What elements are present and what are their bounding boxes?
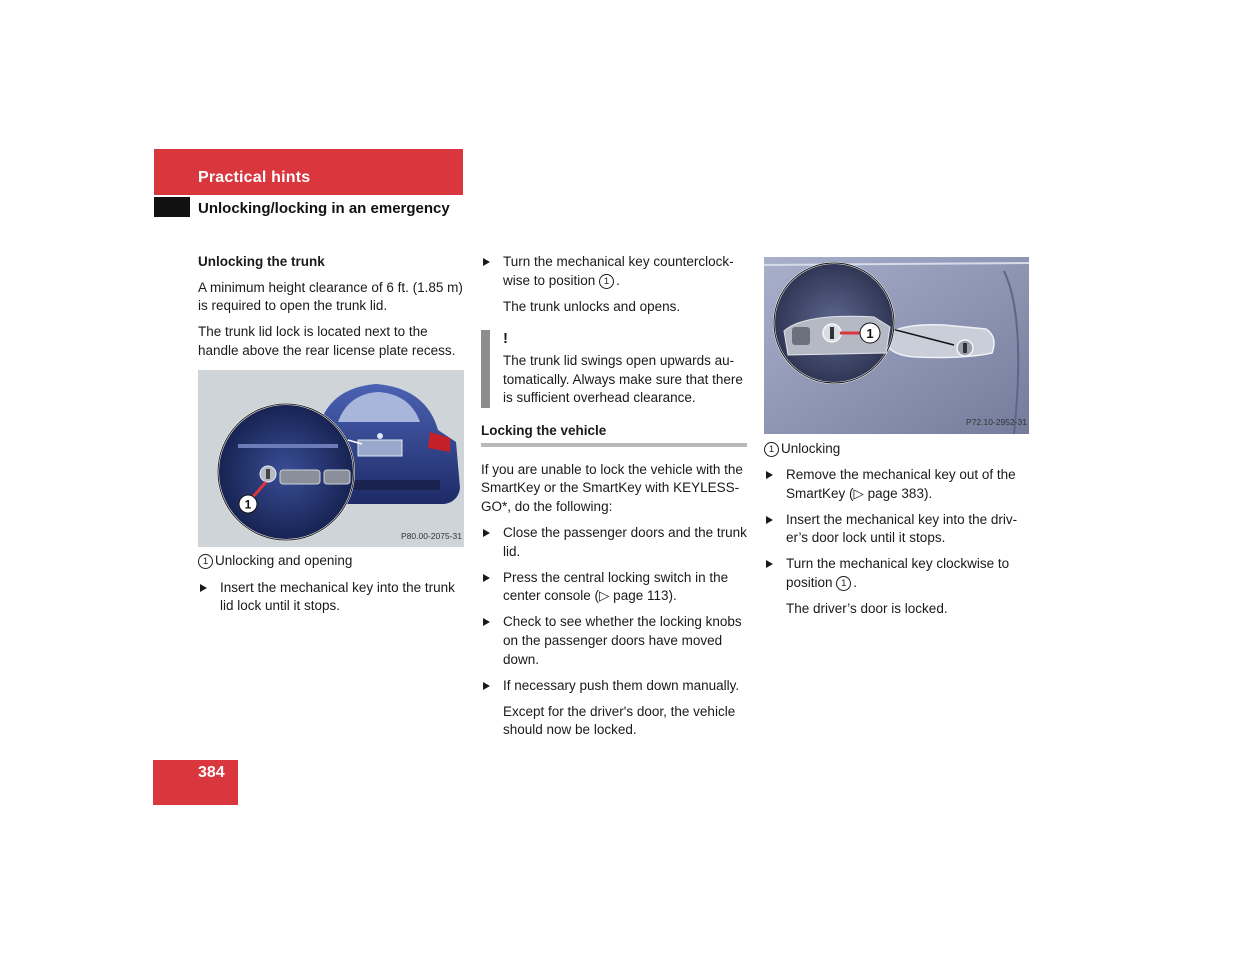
column-1 bbox=[198, 253, 464, 623]
bullet-arrow-icon bbox=[483, 682, 490, 690]
page-number-box bbox=[153, 760, 238, 805]
callout-number: 1 bbox=[836, 576, 851, 591]
step-press-switch: Press the central locking switch in the center console (▷ page 113). bbox=[481, 569, 747, 606]
step-insert-driver-lock: Insert the mechanical key into the driv-er’s door lock until it stops. bbox=[764, 511, 1029, 548]
result-trunk-opens: The trunk unlocks and opens. bbox=[503, 298, 681, 314]
door-illustration bbox=[764, 257, 1029, 434]
step-check-knobs: Check to see whether the locking knobs on the passenger doors have moved down. bbox=[481, 613, 747, 669]
figure-trunk-lock bbox=[198, 370, 464, 547]
paragraph-clearance: A minimum height clearance of 6 ft. (1.85 m) is required to open the trunk lid. bbox=[198, 279, 463, 314]
warning-icon: ! bbox=[503, 330, 508, 348]
warning-bar bbox=[481, 330, 490, 408]
bullet-arrow-icon bbox=[766, 560, 773, 568]
bullet-arrow-icon bbox=[766, 471, 773, 479]
step-insert-key: Insert the mechanical key into the trunk lid lock until it stops. bbox=[198, 579, 464, 616]
subsection-title: Unlocking/locking in an emergency bbox=[198, 200, 450, 217]
bullet-arrow-icon bbox=[483, 618, 490, 626]
callout-number: 1 bbox=[599, 274, 614, 289]
figure-callout-1: 1 bbox=[244, 497, 252, 512]
warning-box bbox=[481, 330, 747, 408]
heading-unlocking-trunk: Unlocking the trunk bbox=[198, 254, 325, 269]
bullet-arrow-icon bbox=[200, 584, 207, 592]
figure-code: P80.00-2075-31 bbox=[401, 530, 462, 541]
caption-unlocking-opening: 1 Unlocking and opening bbox=[198, 552, 464, 571]
section-title: Practical hints bbox=[198, 169, 311, 186]
bullet-arrow-icon bbox=[766, 516, 773, 524]
paragraph-lock-location: The trunk lid lock is located next to the handle above the rear license plate recess. bbox=[198, 324, 456, 358]
step-close-doors: Close the passenger doors and the trunk lid. bbox=[481, 524, 747, 561]
paragraph-intro: If you are unable to lock the vehicle with the SmartKey or the SmartKey with KEYLESS-GO*, do the following: bbox=[481, 461, 743, 514]
figure-door-lock bbox=[764, 257, 1029, 434]
subsection-marker bbox=[154, 197, 190, 217]
step-remove-key: Remove the mechanical key out of the SmartKey (▷ page 383). bbox=[764, 466, 1029, 503]
caption-unlocking: 1 Unlocking bbox=[764, 440, 1029, 459]
step-turn-key-counterclockwise: Turn the mechanical key counterclock-wise to position 1 . bbox=[481, 253, 747, 290]
result-driver-door-locked: The driver’s door is locked. bbox=[786, 601, 948, 617]
bullet-arrow-icon bbox=[483, 529, 490, 537]
bullet-arrow-icon bbox=[483, 258, 490, 266]
figure-callout-1: 1 bbox=[866, 326, 874, 341]
warning-text: The trunk lid swings open upwards au-tomatically. Always make sure that there is sufficient overhead clearance. bbox=[503, 353, 743, 406]
page-number: 384 bbox=[198, 764, 225, 781]
step-push-down: If necessary push them down manually. bbox=[481, 677, 747, 696]
step-turn-key-clockwise: Turn the mechanical key clockwise to position 1 . bbox=[764, 555, 1029, 592]
heading-locking-vehicle: Locking the vehicle bbox=[481, 422, 747, 447]
column-2 bbox=[481, 253, 747, 747]
column-3 bbox=[764, 257, 1029, 626]
bullet-arrow-icon bbox=[483, 574, 490, 582]
callout-number: 1 bbox=[764, 442, 779, 457]
result-vehicle-locked: Except for the driver's door, the vehicle should now be locked. bbox=[503, 703, 736, 738]
figure-code: P72.10-2952-31 bbox=[966, 417, 1027, 428]
callout-number: 1 bbox=[198, 554, 213, 569]
trunk-illustration bbox=[198, 370, 464, 547]
